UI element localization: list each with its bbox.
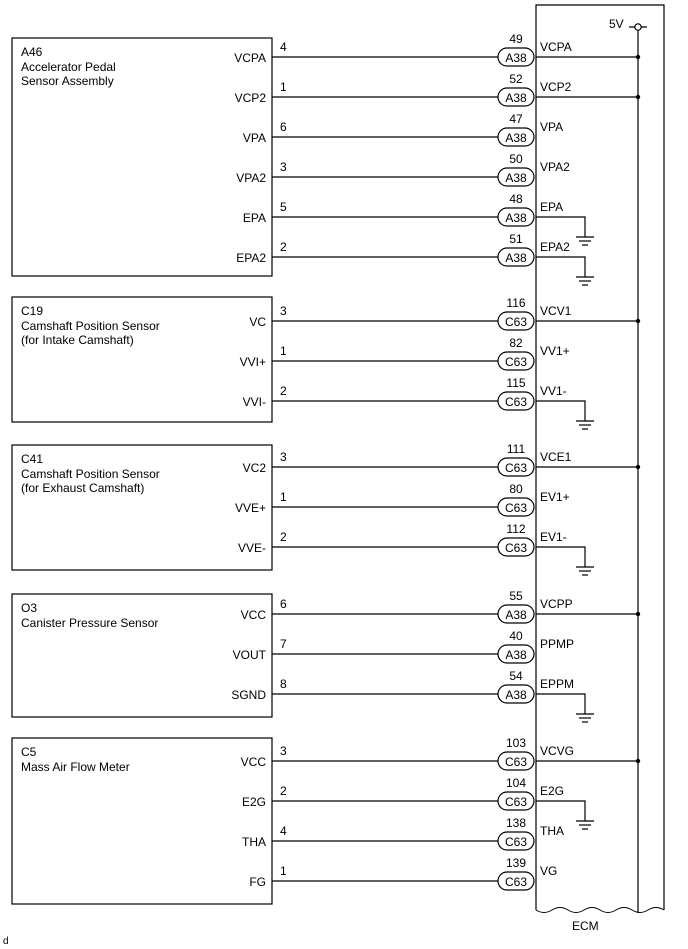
ground-wire — [536, 801, 585, 821]
sensor-pin-number: 5 — [280, 200, 287, 214]
sensor-pin-number: 4 — [280, 40, 287, 54]
ecm-pin-number: 138 — [505, 816, 527, 830]
ecm-terminal-label: VCP2 — [540, 80, 572, 94]
junction-dot — [636, 319, 640, 323]
sensor-pin-number: 3 — [280, 744, 287, 758]
component-name: Accelerator Pedal — [21, 60, 116, 74]
components — [12, 32, 640, 904]
ecm-terminal-label: VPA2 — [540, 160, 570, 174]
connector-code: A38 — [505, 91, 527, 105]
ecm-pin-number: 50 — [509, 152, 523, 166]
ecm-pin-number: 54 — [509, 669, 523, 683]
component-code: C5 — [21, 745, 37, 759]
ecm-pin-number: 111 — [506, 442, 526, 456]
sensor-pin-number: 3 — [280, 160, 287, 174]
sensor-pin-number: 6 — [280, 597, 287, 611]
component-c5 — [12, 736, 640, 904]
junction-dot — [636, 612, 640, 616]
ecm-terminal-label: VCPA — [540, 40, 572, 54]
ecm-pin-number: 80 — [509, 482, 523, 496]
pin-label: THA — [242, 835, 266, 849]
ecm-pin-number: 104 — [505, 776, 527, 790]
sensor-pin-number: 8 — [280, 677, 287, 691]
connector-code: C63 — [504, 541, 528, 555]
component-name: Mass Air Flow Meter — [21, 760, 130, 774]
connector-code: C63 — [504, 795, 528, 809]
pin-label: VOUT — [232, 648, 266, 662]
footnote: d — [3, 936, 9, 947]
connector-code: A38 — [505, 648, 527, 662]
sensor-pin-number: 2 — [280, 784, 287, 798]
ground-wire — [536, 694, 585, 714]
ecm-terminal-label: VPA — [540, 120, 564, 134]
ecm-break-line — [536, 908, 664, 913]
pin-label: VCC — [240, 608, 266, 622]
ground-wire — [536, 257, 585, 277]
ecm-terminal-label: VCVG — [540, 744, 575, 758]
connector-code: A38 — [505, 688, 527, 702]
pin-label: VVI- — [242, 395, 266, 409]
pin-label: VC — [249, 315, 266, 329]
ecm-terminal-label: THA — [540, 824, 564, 838]
connector-code: A38 — [505, 211, 527, 225]
component-name: Camshaft Position Sensor — [21, 319, 160, 333]
connector-code: A38 — [505, 131, 527, 145]
component-code: A46 — [21, 45, 43, 59]
sensor-pin-number: 2 — [280, 530, 287, 544]
component-name: (for Exhaust Camshaft) — [21, 481, 145, 495]
connector-code: C63 — [504, 501, 528, 515]
connector-code: C63 — [504, 315, 528, 329]
junction-dot — [636, 95, 640, 99]
pin-label: EPA2 — [236, 251, 266, 265]
ecm-pin-number: 40 — [509, 629, 523, 643]
ecm-terminal-label: VV1+ — [540, 344, 570, 358]
ecm-terminal-label: EPA2 — [540, 240, 570, 254]
ecm-terminal-label: VCE1 — [540, 450, 572, 464]
component-name: Canister Pressure Sensor — [21, 616, 159, 630]
sensor-pin-number: 1 — [280, 344, 287, 358]
connector-code: C63 — [504, 395, 528, 409]
pin-label: EPA — [242, 211, 266, 225]
ground-wire — [536, 217, 585, 237]
ecm-label: ECM — [572, 919, 599, 933]
ecm-pin-number: 47 — [509, 112, 523, 126]
pin-label: VPA2 — [236, 171, 266, 185]
pin-label: VVI+ — [239, 355, 266, 369]
ecm-pin-number: 51 — [509, 232, 523, 246]
sensor-pin-number: 2 — [280, 240, 287, 254]
sensor-pin-number: 3 — [280, 304, 287, 318]
connector-code: C63 — [504, 875, 528, 889]
ecm-pin-number: 49 — [509, 32, 523, 46]
component-box — [12, 297, 272, 422]
component-a46 — [12, 32, 640, 285]
pin-label: VCC — [240, 755, 266, 769]
ground-wire — [536, 547, 585, 567]
connector-code: C63 — [504, 355, 528, 369]
ecm-terminal-label: VCPP — [540, 597, 573, 611]
ecm-pin-number: 116 — [506, 296, 526, 310]
ecm-terminal-label: VG — [540, 864, 558, 878]
pin-label: VC2 — [242, 461, 266, 475]
sensor-pin-number: 4 — [280, 824, 287, 838]
component-name: (for Intake Camshaft) — [21, 333, 134, 347]
ecm-terminal-label: EPPM — [540, 677, 575, 691]
component-code: O3 — [21, 601, 38, 615]
component-o3 — [12, 589, 640, 722]
component-code: C19 — [21, 304, 44, 318]
supply-terminal — [635, 24, 641, 30]
junction-dot — [636, 465, 640, 469]
connector-code: C63 — [504, 755, 528, 769]
ecm-pin-number: 112 — [506, 522, 526, 536]
connector-code: A38 — [505, 608, 527, 622]
ecm-terminal-label: E2G — [540, 784, 565, 798]
sensor-pin-number: 6 — [280, 120, 287, 134]
supply-label: 5V — [609, 17, 624, 31]
component-c19 — [12, 296, 640, 429]
connector-code: A38 — [505, 171, 527, 185]
component-name: Sensor Assembly — [21, 74, 114, 88]
pin-label: E2G — [241, 795, 266, 809]
sensor-pin-number: 2 — [280, 384, 287, 398]
ecm-pin-number: 82 — [509, 336, 523, 350]
sensor-pin-number: 1 — [280, 80, 287, 94]
ecm-terminal-label: EV1+ — [540, 490, 570, 504]
component-name: Camshaft Position Sensor — [21, 467, 160, 481]
ecm-terminal-label: VCV1 — [540, 304, 572, 318]
component-c41 — [12, 442, 640, 575]
pin-label: VCP2 — [234, 91, 266, 105]
pin-label: VPA — [242, 131, 266, 145]
component-code: C41 — [21, 452, 44, 466]
connector-code: A38 — [505, 51, 527, 65]
ecm-terminal-label: VV1- — [540, 384, 567, 398]
junction-dot — [636, 55, 640, 59]
sensor-pin-number: 1 — [280, 864, 287, 878]
ground-wire — [536, 401, 585, 421]
pin-label: VVE- — [237, 541, 266, 555]
connector-code: C63 — [504, 461, 528, 475]
pin-label: VVE+ — [234, 501, 266, 515]
ecm-pin-number: 52 — [509, 72, 523, 86]
pin-label: VCPA — [234, 51, 266, 65]
sensor-pin-number: 3 — [280, 450, 287, 464]
ecm-pin-number: 103 — [505, 736, 527, 750]
sensor-pin-number: 1 — [280, 490, 287, 504]
ecm-terminal-label: EPA — [540, 200, 564, 214]
component-box — [12, 445, 272, 570]
connector-code: C63 — [504, 835, 528, 849]
ecm-pin-number: 139 — [505, 856, 527, 870]
junction-dot — [636, 759, 640, 763]
sensor-pin-number: 7 — [280, 637, 287, 651]
ecm-pin-number: 115 — [506, 376, 526, 390]
ecm-pin-number: 48 — [509, 192, 523, 206]
ecm-terminal-label: EV1- — [540, 530, 567, 544]
pin-label: FG — [249, 875, 266, 889]
pin-label: SGND — [231, 688, 266, 702]
ecm-terminal-label: PPMP — [540, 637, 575, 651]
ecm-pin-number: 55 — [509, 589, 523, 603]
connector-code: A38 — [505, 251, 527, 265]
